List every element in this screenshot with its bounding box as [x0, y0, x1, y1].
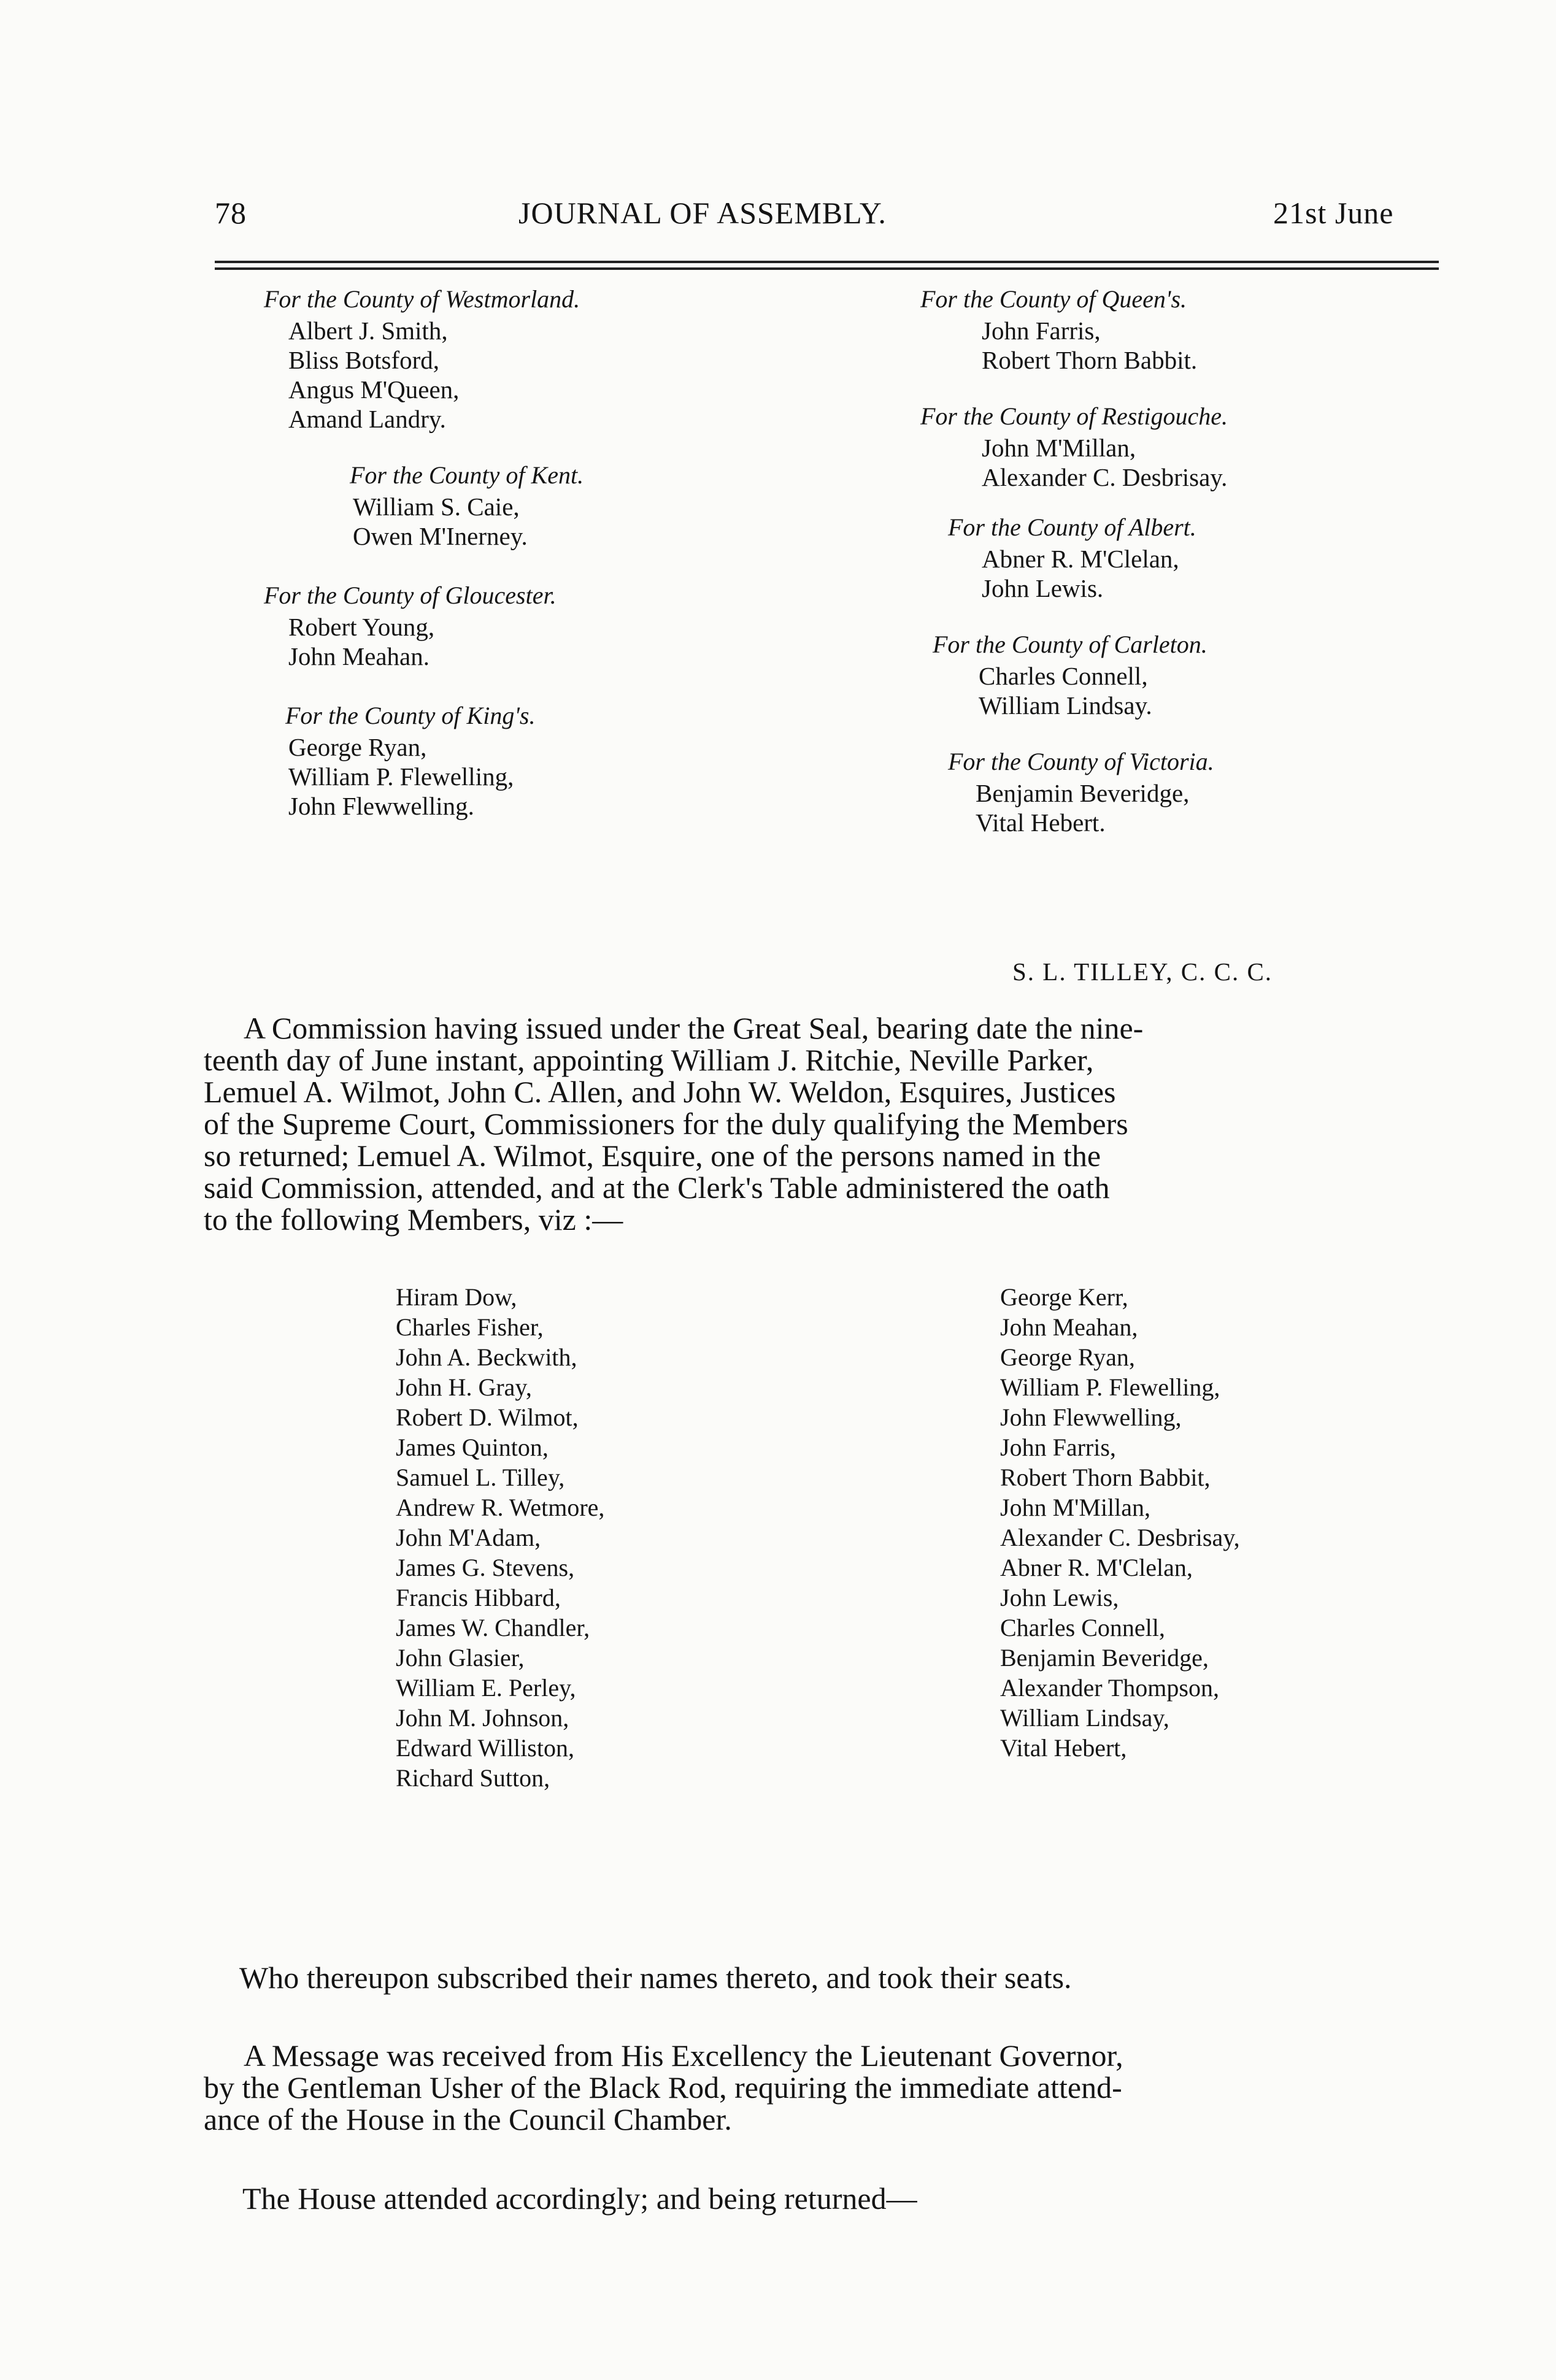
- county-member: John Meahan.: [288, 642, 430, 670]
- clerk-signature: S. L. TILLEY, C. C. C.: [1012, 958, 1273, 986]
- running-date: 21st June: [1273, 196, 1394, 230]
- sworn-member: Robert D. Wilmot,: [396, 1403, 579, 1431]
- sworn-member: William E. Perley,: [396, 1674, 576, 1702]
- county-member: Benjamin Beveridge,: [976, 779, 1190, 807]
- sworn-member: John A. Beckwith,: [396, 1343, 577, 1371]
- county-block: [264, 458, 584, 551]
- county-member: William P. Flewelling,: [288, 762, 514, 791]
- sworn-member: Charles Connell,: [1000, 1614, 1165, 1641]
- sworn-member: Edward Williston,: [396, 1734, 574, 1762]
- sworn-member: Charles Fisher,: [396, 1313, 544, 1341]
- paragraph-line: teenth day of June instant, appointing William J. Ritchie, Neville Parker,: [204, 1043, 1094, 1077]
- running-title: JOURNAL OF ASSEMBLY.: [518, 196, 887, 230]
- county-block: [920, 628, 1228, 720]
- header-rule-bottom: [215, 267, 1439, 270]
- sworn-member: Hiram Dow,: [396, 1283, 517, 1311]
- county-heading: For the County of Gloucester.: [264, 582, 557, 609]
- sworn-member: George Kerr,: [1000, 1283, 1128, 1311]
- sworn-member: John Lewis,: [1000, 1584, 1119, 1611]
- paragraph-line: to the following Members, viz :—: [204, 1202, 623, 1237]
- county-member: Abner R. M'Clelan,: [982, 545, 1179, 573]
- sworn-member: John H. Gray,: [396, 1373, 532, 1401]
- sworn-member: James W. Chandler,: [396, 1614, 590, 1641]
- county-heading: For the County of Kent.: [350, 461, 584, 489]
- sworn-member: Alexander C. Desbrisay,: [1000, 1524, 1240, 1551]
- county-block: [920, 510, 1228, 603]
- county-member: Amand Landry.: [288, 405, 446, 433]
- county-member: John Farris,: [982, 317, 1101, 345]
- county-member: William Lindsay.: [979, 691, 1152, 720]
- message-paragraph: [204, 2040, 1123, 2135]
- county-heading: For the County of Restigouche.: [920, 402, 1228, 430]
- paragraph-line: so returned; Lemuel A. Wilmot, Esquire, one of the persons named in the: [204, 1138, 1101, 1173]
- sworn-member: Abner R. M'Clelan,: [1000, 1554, 1193, 1581]
- county-returns-right: [920, 282, 1228, 837]
- sworn-member: Alexander Thompson,: [1000, 1674, 1219, 1702]
- sworn-member: Richard Sutton,: [396, 1764, 550, 1792]
- paragraph-line: A Message was received from His Excellency the Lieutenant Governor,: [244, 2038, 1123, 2073]
- attended-line: The House attended accordingly; and being returned—: [242, 2181, 917, 2216]
- paragraph-line: A Commission having issued under the Great Seal, bearing date the nine-: [244, 1011, 1144, 1045]
- sworn-member: Francis Hibbard,: [396, 1584, 561, 1611]
- county-block: [920, 745, 1228, 837]
- county-member: Owen M'Inerney.: [353, 522, 528, 550]
- paragraph-line: Lemuel A. Wilmot, John C. Allen, and John W. Weldon, Esquires, Justices: [204, 1075, 1116, 1109]
- county-member: Angus M'Queen,: [288, 375, 460, 404]
- commission-paragraph: [204, 1012, 1143, 1235]
- county-member: Alexander C. Desbrisay.: [982, 463, 1228, 491]
- sworn-member: William Lindsay,: [1000, 1704, 1169, 1732]
- sworn-member: John Flewwelling,: [1000, 1403, 1182, 1431]
- sworn-member: Andrew R. Wetmore,: [396, 1494, 605, 1521]
- county-block: [264, 282, 584, 434]
- county-returns-left: [264, 282, 584, 821]
- paragraph-line: of the Supreme Court, Commissioners for the duly qualifying the Members: [204, 1107, 1128, 1141]
- sworn-member: Vital Hebert,: [1000, 1734, 1127, 1762]
- sworn-member: James Quinton,: [396, 1434, 549, 1461]
- county-block: [920, 399, 1228, 492]
- subscribed-line: Who thereupon subscribed their names thereto, and took their seats.: [239, 1960, 1072, 1995]
- county-heading: For the County of Victoria.: [948, 748, 1214, 775]
- sworn-member: Samuel L. Tilley,: [396, 1464, 565, 1491]
- county-member: Bliss Botsford,: [288, 346, 440, 374]
- sworn-member: William P. Flewelling,: [1000, 1373, 1220, 1401]
- sworn-members-right: [1000, 1282, 1240, 1763]
- county-heading: For the County of Queen's.: [920, 285, 1187, 313]
- paragraph-line: said Commission, attended, and at the Clerk's Table administered the oath: [204, 1170, 1110, 1205]
- county-member: John M'Millan,: [982, 434, 1136, 462]
- sworn-member: Robert Thorn Babbit,: [1000, 1464, 1211, 1491]
- sworn-member: John M. Johnson,: [396, 1704, 569, 1732]
- sworn-member: John M'Millan,: [1000, 1494, 1150, 1521]
- county-heading: For the County of Westmorland.: [264, 285, 580, 313]
- sworn-member: John M'Adam,: [396, 1524, 541, 1551]
- county-member: Robert Young,: [288, 613, 435, 641]
- sworn-members-left: [396, 1282, 604, 1793]
- county-heading: For the County of Carleton.: [933, 631, 1207, 658]
- county-member: Charles Connell,: [979, 662, 1148, 690]
- county-member: John Flewwelling.: [288, 792, 474, 820]
- sworn-member: Benjamin Beveridge,: [1000, 1644, 1209, 1672]
- county-block: [264, 578, 584, 671]
- county-member: Albert J. Smith,: [288, 317, 448, 345]
- sworn-member: John Glasier,: [396, 1644, 525, 1672]
- sworn-member: George Ryan,: [1000, 1343, 1135, 1371]
- county-member: John Lewis.: [982, 574, 1104, 602]
- county-heading: For the County of King's.: [285, 702, 536, 729]
- county-block: [264, 699, 584, 821]
- sworn-member: John Meahan,: [1000, 1313, 1138, 1341]
- county-member: Vital Hebert.: [976, 808, 1106, 837]
- header-rule-top: [215, 261, 1439, 263]
- county-member: William S. Caie,: [353, 493, 520, 521]
- page-number: 78: [215, 196, 247, 230]
- paragraph-line: by the Gentleman Usher of the Black Rod, requiring the immediate attend-: [204, 2070, 1122, 2105]
- paragraph-line: ance of the House in the Council Chamber.: [204, 2102, 732, 2136]
- sworn-member: John Farris,: [1000, 1434, 1116, 1461]
- county-member: Robert Thorn Babbit.: [982, 346, 1198, 374]
- county-heading: For the County of Albert.: [948, 513, 1196, 541]
- county-member: George Ryan,: [288, 733, 427, 761]
- sworn-member: James G. Stevens,: [396, 1554, 575, 1581]
- county-block: [920, 282, 1228, 375]
